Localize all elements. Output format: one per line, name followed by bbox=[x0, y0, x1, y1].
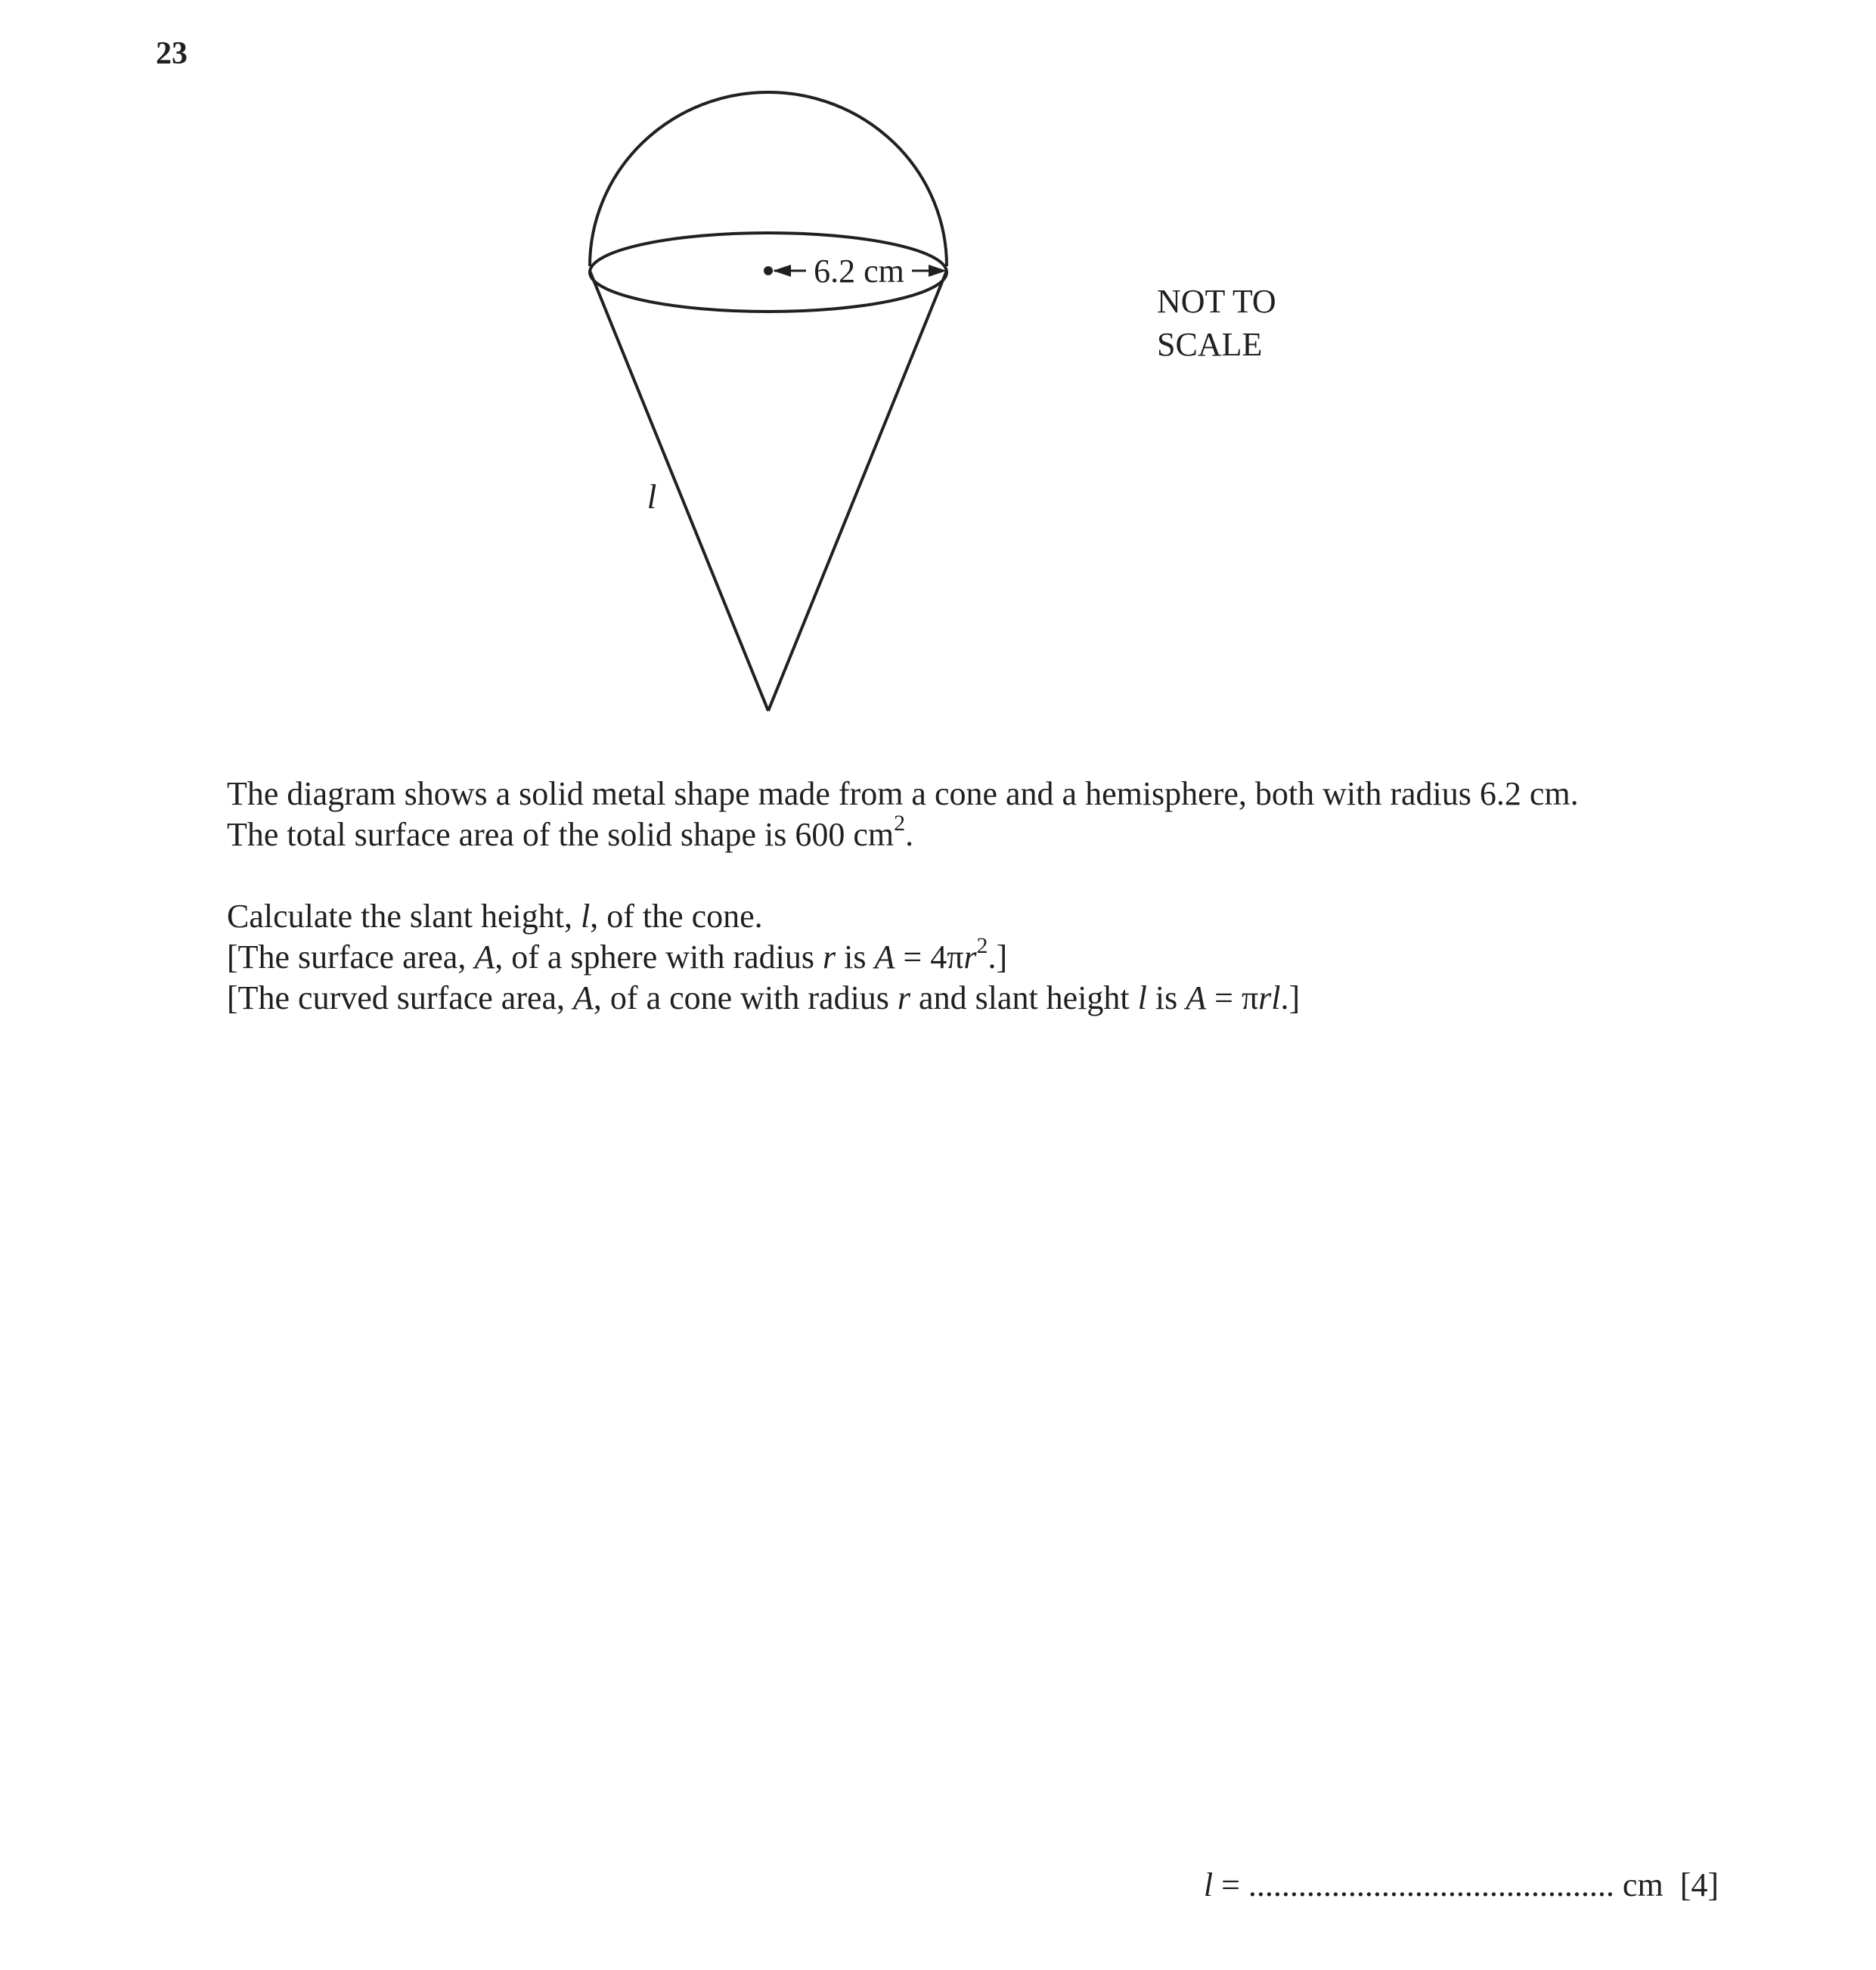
cone-text-c: and slant height bbox=[910, 979, 1138, 1016]
instruction-line bbox=[227, 896, 1579, 937]
centre-point bbox=[764, 266, 773, 275]
cone-var-r: r bbox=[897, 979, 911, 1016]
cone-text-d: is bbox=[1146, 979, 1186, 1016]
instruction-var-l: l bbox=[580, 898, 591, 935]
answer-unit: cm bbox=[1614, 1866, 1664, 1903]
cone-right-edge bbox=[768, 271, 947, 711]
description-line-2 bbox=[227, 811, 1579, 855]
cone-text-b: , of a cone with radius bbox=[593, 979, 898, 1016]
description-line-2-text: The total surface area of the solid shape is 600 cm bbox=[227, 816, 895, 853]
not-to-scale-line-1: NOT TO bbox=[1157, 283, 1276, 320]
sphere-text-a: [The surface area, bbox=[227, 938, 475, 976]
sphere-formula-line bbox=[227, 933, 1579, 978]
sphere-text-c: is bbox=[836, 938, 875, 976]
radius-label: 6.2 cm bbox=[814, 253, 904, 290]
question-text bbox=[227, 774, 1579, 1019]
sphere-formula-eq: = 4π bbox=[895, 938, 964, 976]
not-to-scale-note bbox=[1157, 280, 1276, 366]
radius-indicator bbox=[764, 253, 947, 290]
sphere-formula-A: A bbox=[874, 938, 895, 976]
description-line-1-text: The diagram shows a solid metal shape made from a cone and a hemisphere, both with radius 6.2 cm. bbox=[227, 775, 1579, 812]
cone-formula-rl: rl bbox=[1258, 979, 1281, 1016]
answer-equals: = bbox=[1213, 1866, 1248, 1903]
cone-left-edge bbox=[590, 271, 768, 711]
squared-superscript: 2 bbox=[894, 811, 906, 836]
cone-formula-A: A bbox=[1186, 979, 1207, 1016]
cone-hemisphere-diagram bbox=[0, 0, 1876, 756]
hemisphere-arc bbox=[590, 92, 947, 266]
instruction-text-a: Calculate the slant height, bbox=[227, 898, 581, 935]
sphere-formula-r: r bbox=[963, 938, 977, 976]
instruction-text-b: , of the cone. bbox=[590, 898, 763, 935]
sphere-text-b: , of a sphere with radius bbox=[495, 938, 823, 976]
marks-label: [4] bbox=[1679, 1866, 1719, 1903]
description-line-1 bbox=[227, 774, 1579, 814]
answer-line bbox=[1204, 1865, 1719, 1906]
answer-blank[interactable]: ............................................ bbox=[1248, 1866, 1614, 1903]
radius-arrow-left-head bbox=[773, 265, 791, 277]
cone-text-e: .] bbox=[1280, 979, 1301, 1016]
not-to-scale-line-2: SCALE bbox=[1157, 326, 1263, 363]
answer-var-l: l bbox=[1203, 1866, 1214, 1903]
sphere-formula-sup: 2 bbox=[976, 933, 988, 959]
cone-formula-eq: = π bbox=[1206, 979, 1259, 1016]
sphere-var-r: r bbox=[823, 938, 836, 976]
sphere-var-A: A bbox=[474, 938, 495, 976]
slant-height-label: l bbox=[647, 477, 657, 516]
cone-var-A: A bbox=[573, 979, 594, 1016]
cone-formula-line bbox=[227, 978, 1579, 1019]
description-line-2-end: . bbox=[905, 816, 914, 853]
question-number: 23 bbox=[156, 36, 188, 71]
sphere-text-d: .] bbox=[988, 938, 1008, 976]
cone-text-a: [The curved surface area, bbox=[227, 979, 574, 1016]
cone-var-l: l bbox=[1137, 979, 1147, 1016]
